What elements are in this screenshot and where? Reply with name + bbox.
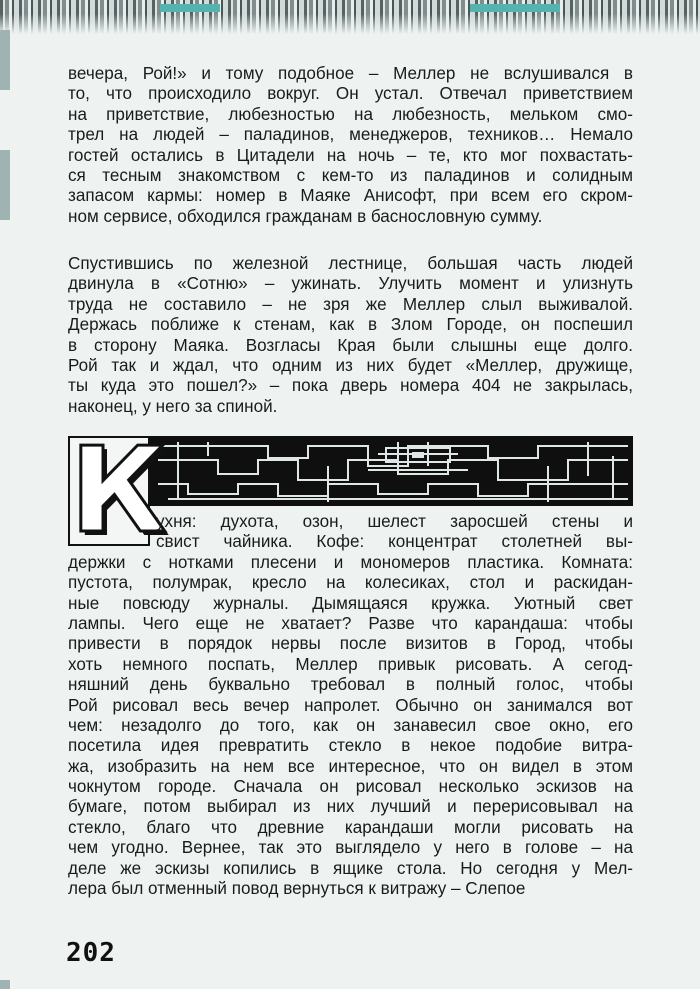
text-line: чем: незадолго до того, как он занавесил свое окно, его: [68, 715, 633, 735]
text-line: чокнутом городе. Сначала он рисовал несколько эскизов на: [68, 777, 633, 797]
text-line: стекло, благо что древние карандаши могли рисовать на: [68, 817, 633, 837]
top-decorative-band: [0, 0, 700, 34]
text-line: Рой рисовал весь вечер напролет. Обычно он занимался вот: [68, 695, 633, 715]
text-line: няшний день буквально требовал в полный голос, чтобы: [68, 675, 633, 695]
text-line: трел на людей – паладинов, менеджеров, техников… Немало: [68, 125, 633, 145]
text-line: чем угодно. Вернее, так это выглядело у него в голове – на: [68, 838, 633, 858]
text-line: ты куда это пошел?» – пока дверь номера 404 не закрылась,: [68, 376, 633, 396]
page-number: 202: [66, 938, 116, 968]
text-line: Держась поближе к стенам, как в Злом Городе, он поспешил: [68, 315, 633, 335]
text-line: гостей остались в Цитадели на ночь – те, кто мог похвастать-: [68, 145, 633, 165]
text-line: лампы. Чего еще не хватает? Разве что карандаша: чтобы: [68, 613, 633, 633]
paragraph-3: [68, 512, 633, 899]
text-line: в сторону Маяка. Возгласы Края были слышны еще долго.: [68, 335, 633, 355]
text-line: свист чайника. Кофе: концентрат столетней вы-: [156, 532, 633, 552]
teal-accent-strip: [470, 4, 560, 12]
text-line: Рой так и ждал, что одним из них будет «Меллер, дружище,: [68, 355, 633, 375]
text-line: жа, изобразить на нем все интересное, что он видел в этом: [68, 756, 633, 776]
text-line: запасом кармы: номер в Маяке Анисофт, при всем его скром-: [68, 186, 633, 206]
text-line: ные повсюду журналы. Дымящаяся кружка. Уютный свет: [68, 593, 633, 613]
text-line: ухня: духота, озон, шелест заросшей стены и: [156, 512, 633, 531]
text-line: ном сервисе, обходился гражданам в баснословную сумму.: [68, 206, 543, 226]
text-line: то, что происходило вокруг. Он устал. Отвечал приветствием: [68, 84, 633, 104]
left-edge-mark: [0, 30, 10, 90]
teal-accent-strip: [160, 4, 220, 12]
text-line: бумаге, потом выбирал из них лучший и перерисовывал на: [68, 797, 633, 817]
text-line: ся тесным знакомством с кем-то из паладинов и солидным: [68, 165, 633, 185]
left-edge-mark: [0, 980, 10, 989]
text-line: привести в порядок нервы после визитов в Город, чтобы: [68, 634, 633, 654]
text-line: труда не составило – не зря же Меллер слыл выживалой.: [68, 294, 633, 314]
paragraph-1: [68, 64, 633, 227]
text-line: Спустившись по железной лестнице, большая часть людей: [68, 254, 633, 273]
text-line: на приветствие, любезностью на любезность, мельком смо-: [68, 104, 633, 124]
text-line: пустота, полумрак, кресло на колесиках, стол и раскидан-: [68, 573, 633, 593]
text-line: вечера, Рой!» и тому подобное – Меллер не вслушивался в: [68, 64, 633, 83]
text-line: двинула в «Сотню» – ужинать. Улучить момент и улизнуть: [68, 274, 633, 294]
drop-cap-letter: К: [70, 421, 167, 559]
text-line: наконец, у него за спиной.: [68, 396, 278, 416]
text-line: лера был отменный повод вернуться к витражу – Слепое: [68, 879, 526, 899]
text-line: посетила идея превратить стекло в некое подобие витра-: [68, 736, 633, 756]
text-line: держки с нотками плесени и мономеров пластика. Комната:: [68, 552, 633, 572]
left-edge-mark: [0, 150, 10, 220]
text-line: хоть немного поспать, Меллер привык рисовать. А сегод-: [68, 654, 633, 674]
text-line: деле же эскизы копились в ящике стола. Но сегодня у Мел-: [68, 858, 633, 878]
paragraph-2: [68, 254, 633, 417]
